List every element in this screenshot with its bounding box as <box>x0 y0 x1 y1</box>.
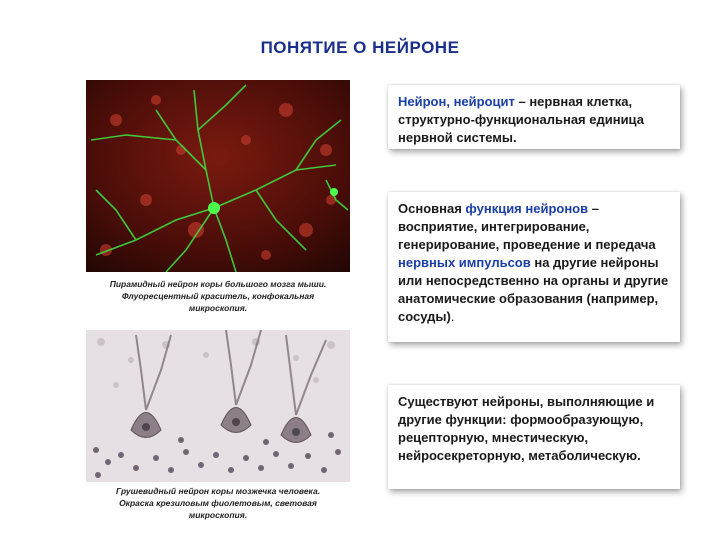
function-card <box>388 192 680 342</box>
function-highlight-term: функция нейронов <box>465 201 589 216</box>
caption-line: Пирамидный нейрон коры большого мозга мыши. <box>109 279 327 289</box>
caption-line: Грушевидный нейрон коры мозжечка человека. <box>115 486 321 496</box>
function-text-after: на другие нейроны или непосредственно на органы и другие анатомические образования (например, сосуды) <box>398 255 669 324</box>
nerve-impulses-highlight: нервных импульсов <box>398 255 531 270</box>
caption-line: микроскопия. <box>188 510 248 520</box>
caption-line: Флуоресцентный краситель, конфокальная <box>121 291 315 301</box>
function-text-middle: – восприятие, интегрирование, генерирование, проведение и передача <box>398 201 656 252</box>
function-text-before: Основная <box>398 201 466 216</box>
pyramidal-neuron-caption <box>78 278 358 314</box>
other-functions-text: Существуют нейроны, выполняющие и другие функции: формообразующую, рецепторную, мнестическую, нейросекреторную, метаболическую. <box>398 394 655 463</box>
function-text-end: . <box>450 309 455 324</box>
pyramidal-neuron-image <box>86 80 350 272</box>
purkinje-neuron-caption <box>78 485 358 521</box>
caption-line: Окраска крезиловым фиолетовым, световая <box>119 498 317 508</box>
caption-line: микроскопия. <box>188 303 248 313</box>
definition-text: – нервная клетка, структурно-функциональная единица нервной системы. <box>398 94 644 145</box>
purkinje-neuron-image <box>86 330 350 482</box>
slide-title: ПОНЯТИЕ О НЕЙРОНЕ <box>260 38 460 57</box>
definition-term: Нейрон, нейроцит <box>398 94 515 109</box>
definition-card <box>388 85 680 149</box>
other-functions-card <box>388 385 680 489</box>
